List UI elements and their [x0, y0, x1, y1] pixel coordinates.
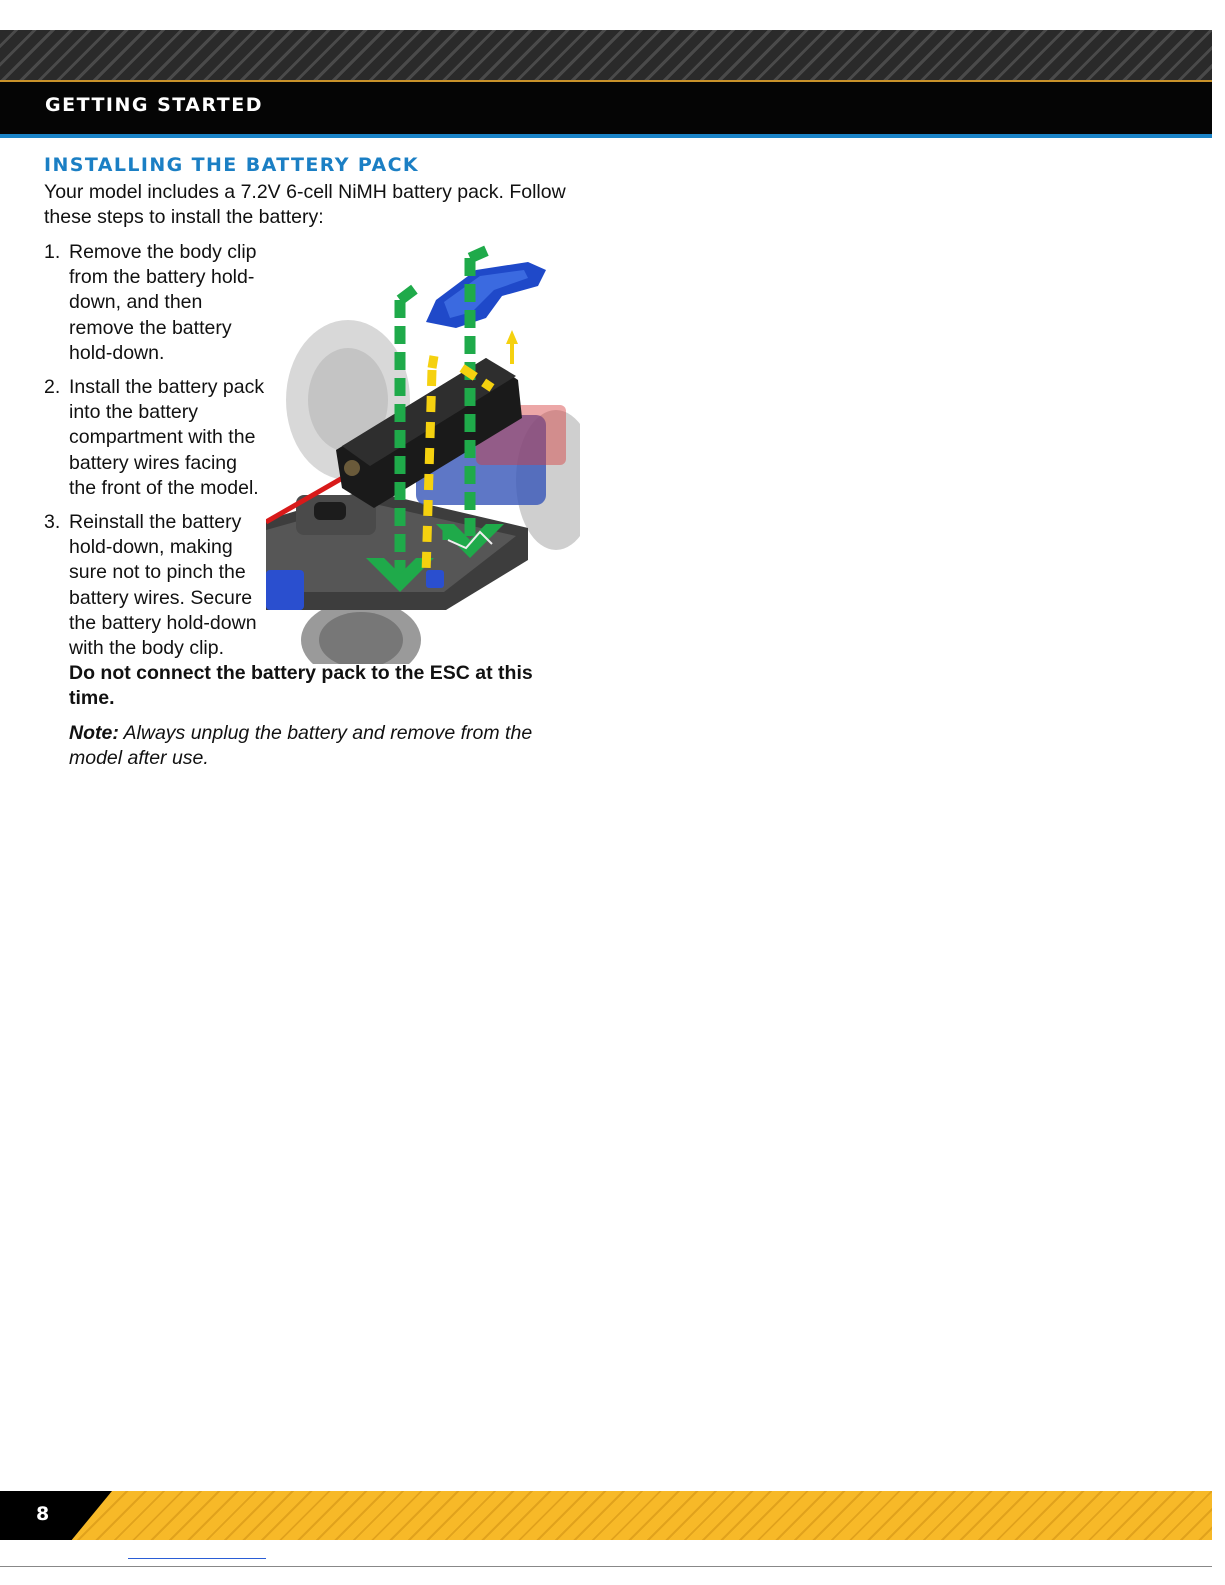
- section-title: GETTING STARTED: [45, 94, 263, 116]
- step-number: 1.: [44, 241, 61, 263]
- step-text: Reinstall the battery hold-down, making sure not to pinch the battery wires. Secure the battery hold-down with the body clip.: [69, 511, 257, 660]
- step-number: 3.: [44, 511, 61, 534]
- note: [44, 721, 589, 771]
- note-text: Always unplug the battery and remove from the model after use.: [69, 721, 533, 769]
- bottom-link-underline: [128, 1558, 266, 1559]
- header-stripe: [0, 30, 1212, 82]
- step-3: [44, 510, 584, 712]
- page-heading: INSTALLING THE BATTERY PACK: [44, 154, 420, 176]
- warning-text: Do not connect the battery pack to the ESC at this time.: [69, 662, 533, 710]
- bottom-rule: [0, 1566, 1212, 1567]
- step-text: Remove the body clip from the battery hold-down, and then remove the battery hold-down.: [69, 241, 257, 364]
- section-header: [0, 82, 1212, 138]
- step-text: Install the battery pack into the battery compartment with the battery wires facing the front of the model.: [69, 376, 265, 499]
- steps-list: [44, 240, 584, 712]
- step-number: 2.: [44, 376, 61, 399]
- intro-text: Your model includes a 7.2V 6-cell NiMH battery pack. Follow these steps to install the battery:: [44, 181, 566, 228]
- step-warning: [69, 661, 569, 711]
- step-2: [44, 375, 584, 501]
- main-content: [44, 152, 584, 771]
- footer-stripe: [0, 1491, 1212, 1540]
- page-number: 8: [36, 1503, 50, 1525]
- step-1: [44, 240, 584, 366]
- note-label: Note:: [69, 721, 119, 744]
